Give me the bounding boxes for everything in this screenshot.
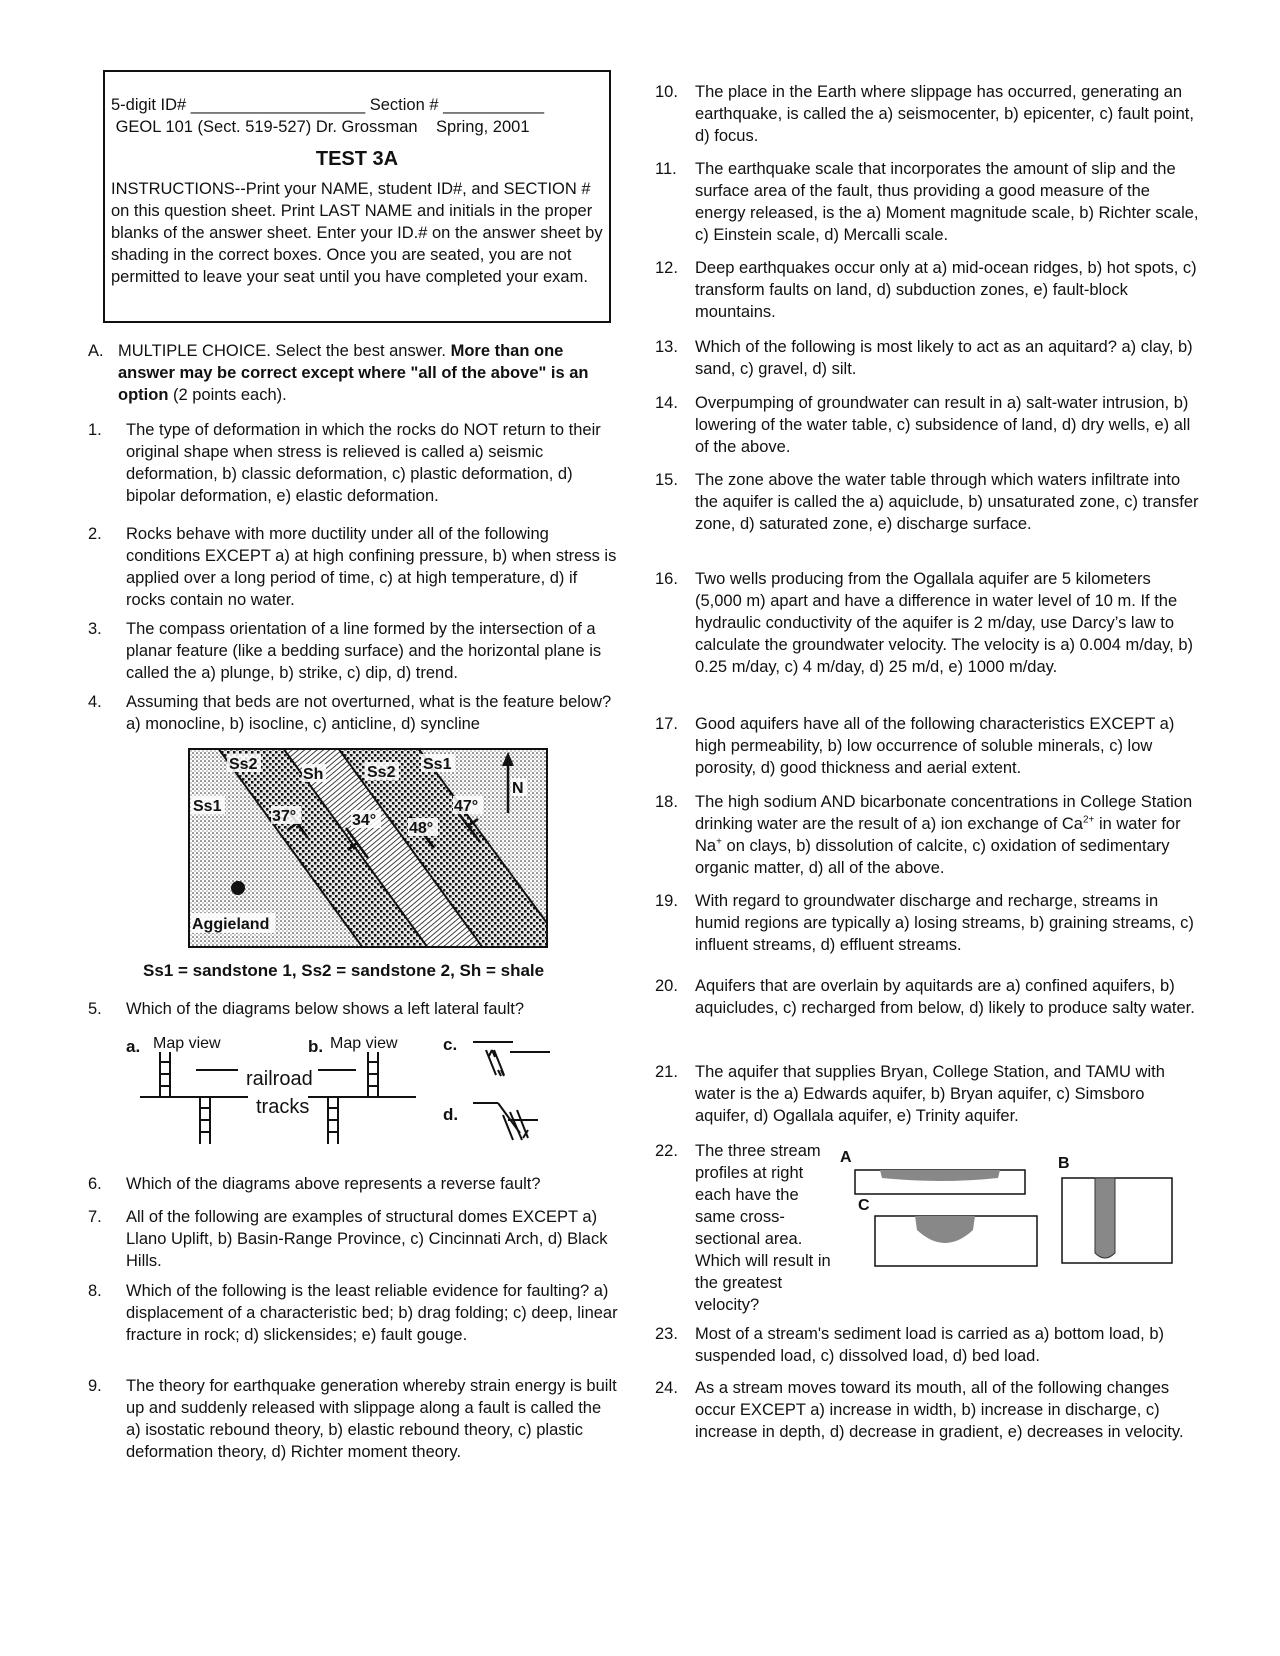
question-text: Deep earthquakes occur only at a) mid-ocean ridges, b) hot spots, c) transform faults on land, d) subduction zones, e) fault-block mountains. [695,259,1197,321]
label-ss2-right: Ss2 [367,764,396,781]
question-text: Most of a stream's sediment load is carried as a) bottom load, b) suspended load, c) dissolved load, d) bed load. [695,1325,1165,1365]
profile-a [855,1170,1025,1194]
diagram-b-label: b. [308,1037,324,1056]
question-number: 19. [655,892,678,910]
profile-c [875,1216,1037,1266]
question-number: 10. [655,83,678,101]
question-text: Which of the diagrams below shows a left lateral fault? [126,1000,525,1018]
question-number: 16. [655,570,678,588]
fault-diagram-c [473,1042,550,1076]
question-text: As a stream moves toward its mouth, all of the following changes occur EXCEPT a) increase in width, b) increase in discharge, c) increase in depth, d) decrease in gradient, e) decreases in velocity. [695,1379,1184,1441]
question-text: The earthquake scale that incorporates the amount of slip and the surface area of the fault, thus providing a good measure of the energy released, is the a) Moment magnitude scale, b) Richter scale, c) Einstein scale, d) Mercalli scale. [695,160,1199,244]
diagram-d-label: d. [443,1105,459,1124]
header-box [103,70,611,323]
question-number: 11. [655,160,677,178]
question-number: 3. [88,620,102,638]
section-a-bold: More than one answer may be correct except where "all of the above" is an option [118,342,589,404]
question-text: The aquifer that supplies Bryan, College Station, and TAMU with water is the a) Edwards aquifer, b) Bryan aquifer, c) Simsboro aquifer, d) Ogallala aquifer, e) Trinity aquifer. [695,1063,1165,1125]
course-line: GEOL 101 (Sect. 519-527) Dr. Grossman Spring, 2001 [111,118,530,136]
test-title: TEST 3A [315,148,399,170]
question-number: 20. [655,977,678,995]
fault-diagrams-figure [118,1030,578,1155]
railroad-label: railroad [246,1068,313,1090]
question-number: 7. [88,1208,102,1226]
question-text: Which of the following is the least reliable evidence for faulting? a) displacement of a characteristic bed; b) drag folding; c) deep, linear fracture in rock; d) slickensides; e) fault gouge. [126,1282,618,1344]
label-ss1-left: Ss1 [193,798,222,815]
question-number: 4. [88,693,102,711]
geologic-map-figure [188,748,548,948]
label-ss2-left: Ss2 [229,756,258,773]
question-number: 6. [88,1175,102,1193]
question-text: The place in the Earth where slippage has occurred, generating an earthquake, is called the a) seismocenter, b) epicenter, c) fault point, d) focus. [695,83,1194,145]
profile-a-label: A [840,1149,852,1166]
map-caption: Ss1 = sandstone 1, Ss2 = sandstone 2, Sh = shale [143,961,545,980]
question-number: 2. [88,525,102,543]
section-a-label: A. [88,342,104,360]
stream-profiles-figure [840,1148,1185,1273]
question-number: 23. [655,1325,678,1343]
label-north: N [512,780,524,797]
profile-b-label: B [1058,1155,1070,1172]
question-text: Good aquifers have all of the following characteristics EXCEPT a) high permeability, b) low occurrence of soluble minerals, c) low porosity, d) good thickness and aerial extent. [695,715,1175,777]
profile-b [1062,1178,1172,1263]
question-text: The high sodium AND bicarbonate concentrations in College Station drinking water are the result of a) ion exchange of $Ca^{2+}$ in water for Na+ on clays, b) dissolution of calcite, c) oxidation of sedimentary organic matter, d) all of the above. [695,793,1193,877]
question-number: 8. [88,1282,102,1300]
id-line: 5-digit ID# ___________________ Section # ___________ [111,96,545,114]
question-text: With regard to groundwater discharge and recharge, streams in humid regions are typically a) losing streams, b) graining streams, c) influent streams, d) effluent streams. [695,892,1194,954]
question-text: The type of deformation in which the rocks do NOT return to their original shape when stress is relieved is called a) seismic deformation, b) classic deformation, c) plastic deformation, d) bipolar deformation, e) elastic deformation. [126,421,601,505]
label-ss1-right: Ss1 [423,756,452,773]
profile-c-label: C [858,1197,870,1214]
map-view-b: Map view [330,1035,398,1052]
town-dot [231,881,245,895]
question-number: 22. [655,1142,678,1160]
label-shale: Sh [303,766,324,783]
dip-label: 47° [454,798,479,815]
question-text: Overpumping of groundwater can result in a) salt-water intrusion, b) lowering of the water table, c) subsidence of land, d) dry wells, e) all of the above. [695,394,1191,456]
question-text: Aquifers that are overlain by aquitards are a) confined aquifers, b) aquicludes, c) recharged from below, d) likely to produce salty water. [695,977,1195,1017]
dip-label: 34° [352,812,377,829]
question-number: 14. [655,394,678,412]
question-text: Which of the following is most likely to act as an aquitard? a) clay, b) sand, c) gravel, d) silt. [695,338,1193,378]
question-text: Rocks behave with more ductility under all of the following conditions EXCEPT a) at high confining pressure, b) when stress is applied over a long period of time, c) at high temperature, d) if rocks contain no water. [126,525,617,609]
question-text: Assuming that beds are not overturned, what is the feature below? a) monocline, b) isocline, c) anticline, d) syncline [126,693,612,733]
question-text: The theory for earthquake generation whereby strain energy is built up and suddenly released with slippage along a fault is called the a) isostatic rebound theory, b) elastic rebound theory, c) plastic deformation theory, d) Richter moment theory. [126,1377,617,1461]
map-view-a: Map view [153,1035,221,1052]
question-number: 5. [88,1000,102,1018]
diagram-a-label: a. [126,1037,141,1056]
label-town: Aggieland [192,916,270,933]
question-number: 9. [88,1377,102,1395]
question-number: 13. [655,338,678,356]
question-number: 15. [655,471,678,489]
question-number: 1. [88,421,102,439]
question-number: 18. [655,793,678,811]
question-number: 24. [655,1379,678,1397]
question-text: Which of the diagrams above represents a reverse fault? [126,1175,541,1193]
question-text: All of the following are examples of structural domes EXCEPT a) Llano Uplift, b) Basin-Range Province, c) Cincinnati Arch, d) Black Hills. [126,1208,608,1270]
question-number: 21. [655,1063,678,1081]
question-number: 17. [655,715,678,733]
fault-diagram-d [473,1103,538,1140]
section-a-text: MULTIPLE CHOICE. Select the best answer. [118,342,451,360]
dip-label: 48° [409,820,434,837]
question-number: 12. [655,259,678,277]
question-text: The three stream profiles at right each have the same cross-sectional area. Which will result in the greatest velocity? [695,1142,831,1314]
question-text: The compass orientation of a line formed by the intersection of a planar feature (like a bedding surface) and the horizontal plane is called the a) plunge, b) strike, c) dip, d) trend. [126,620,602,682]
instructions: INSTRUCTIONS--Print your NAME, student ID#, and SECTION # on this question sheet. Print LAST NAME and initials in the proper blanks of the answer sheet. Enter your ID.# on the answer sheet by shading in the correct boxes. Once you are seated, you are not permitted to leave your seat until you have completed your exam. [111,180,603,286]
dip-label: 37° [272,808,297,825]
question-text: Two wells producing from the Ogallala aquifer are 5 kilometers (5,000 m) apart and have a difference in water level of 10 m. If the hydraulic conductivity of the aquifer is 2 m/day, use Darcy’s law to calculate the groundwater velocity. The velocity is a) 0.004 m/day, b) 0.25 m/day, c) 4 m/day, d) 25 m/d, e) 1000 m/day. [695,570,1193,676]
diagram-c-label: c. [443,1035,458,1054]
section-a-tail: (2 points each). [168,386,287,404]
section-a-intro [88,340,620,406]
question-text: The zone above the water table through which waters infiltrate into the aquifer is called the a) aquiclude, b) unsaturated zone, c) transfer zone, d) saturated zone, e) discharge surface. [695,471,1199,533]
tracks-label: tracks [256,1096,310,1118]
